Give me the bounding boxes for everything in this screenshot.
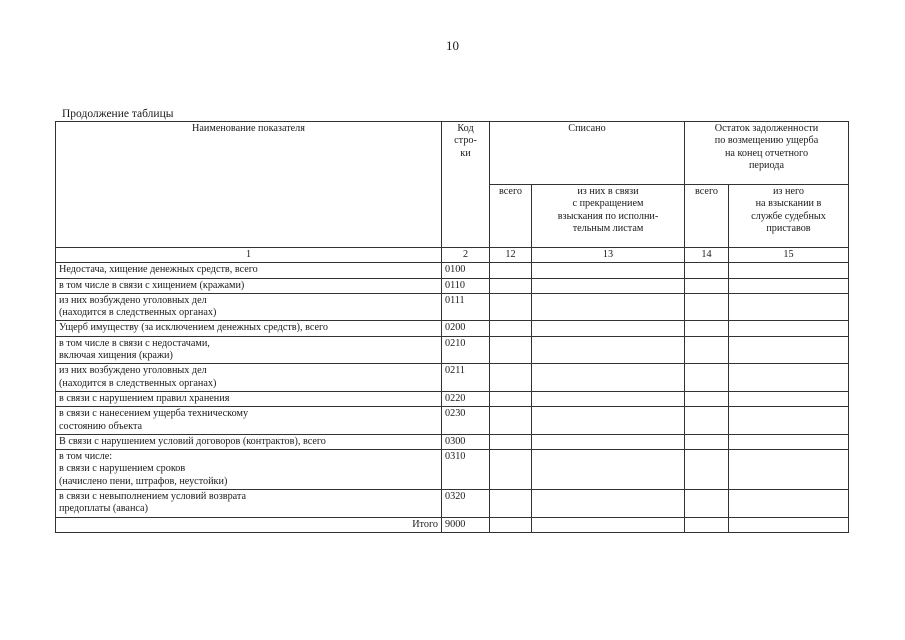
header-written-off-detail: из них в связи с прекращением взыскания по исполни- тельным листам [532,185,685,248]
row-name: в том числе: в связи с нарушением сроков (начислено пени, штрафов, неустойки) [56,450,442,490]
data-cell [685,391,729,406]
data-cell [490,450,532,490]
data-cell [685,490,729,518]
data-cell [532,278,685,293]
row-code: 0310 [442,450,490,490]
header-balance: Остаток задолженности по возмещению ущерба на конец отчетного периода [685,122,849,185]
data-cell [490,391,532,406]
header-written-off-total: всего [490,185,532,248]
data-cell [532,391,685,406]
table-row [56,407,849,435]
header-code: Код стро- ки [442,122,490,248]
data-cell [685,293,729,321]
table-row [56,336,849,364]
row-code: 0200 [442,321,490,336]
column-number: 2 [442,248,490,263]
data-cell [490,407,532,435]
row-name: в связи с невыполнением условий возврата предоплаты (аванса) [56,490,442,518]
data-cell [685,364,729,392]
column-number: 12 [490,248,532,263]
data-cell [729,336,849,364]
data-cell [532,321,685,336]
row-name: Недостача, хищение денежных средств, всего [56,263,442,278]
row-code: 0210 [442,336,490,364]
data-cell [490,263,532,278]
data-cell [685,336,729,364]
table-row [56,263,849,278]
row-name: из них возбуждено уголовных дел (находится в следственных органах) [56,293,442,321]
data-cell [729,293,849,321]
data-cell [729,364,849,392]
header-written-off: Списано [490,122,685,185]
data-cell [490,278,532,293]
row-code: 0300 [442,434,490,449]
table-caption: Продолжение таблицы [62,108,174,120]
row-name: В связи с нарушением условий договоров (контрактов), всего [56,434,442,449]
row-code: 0230 [442,407,490,435]
data-cell [490,517,532,532]
data-cell [532,336,685,364]
table-row [56,321,849,336]
data-cell [729,391,849,406]
data-cell [729,517,849,532]
data-cell [685,407,729,435]
row-code: 0100 [442,263,490,278]
header-balance-total: всего [685,185,729,248]
data-cell [729,278,849,293]
row-name: из них возбуждено уголовных дел (находится в следственных органах) [56,364,442,392]
page-number: 10 [446,38,459,53]
row-code: 0111 [442,293,490,321]
data-cell [685,434,729,449]
data-cell [532,364,685,392]
data-cell [532,490,685,518]
data-cell [490,364,532,392]
total-row-code: 9000 [442,517,490,532]
data-cell [729,263,849,278]
column-number: 1 [56,248,442,263]
data-cell [685,321,729,336]
data-cell [532,263,685,278]
data-cell [532,293,685,321]
data-cell [729,450,849,490]
data-cell [685,517,729,532]
total-row [56,517,849,532]
data-cell [490,336,532,364]
column-number: 15 [729,248,849,263]
data-cell [729,434,849,449]
data-cell [490,293,532,321]
table-row [56,293,849,321]
row-name: в том числе в связи с хищением (кражами) [56,278,442,293]
data-cell [532,450,685,490]
row-name: в том числе в связи с недостачами, включая хищения (кражи) [56,336,442,364]
row-code: 0220 [442,391,490,406]
data-cell [532,517,685,532]
table-row [56,364,849,392]
data-cell [532,407,685,435]
column-number-row [56,248,849,263]
row-code: 0320 [442,490,490,518]
data-cell [490,321,532,336]
data-cell [532,434,685,449]
data-cell [685,278,729,293]
header-name: Наименование показателя [56,122,442,248]
row-name: в связи с нарушением правил хранения [56,391,442,406]
data-cell [685,263,729,278]
table-row [56,391,849,406]
row-name: Ущерб имуществу (за исключением денежных средств), всего [56,321,442,336]
table-row [56,278,849,293]
report-table [55,121,849,533]
table-row [56,450,849,490]
column-number: 13 [532,248,685,263]
table-row [56,434,849,449]
data-cell [490,434,532,449]
data-cell [490,490,532,518]
row-code: 0110 [442,278,490,293]
data-cell [729,490,849,518]
data-cell [685,450,729,490]
header-balance-detail: из него на взыскании в службе судебных приставов [729,185,849,248]
table-row [56,490,849,518]
row-code: 0211 [442,364,490,392]
column-number: 14 [685,248,729,263]
row-name: в связи с нанесением ущерба техническому состоянию объекта [56,407,442,435]
data-cell [729,407,849,435]
total-row-label: Итого [56,517,442,532]
data-cell [729,321,849,336]
